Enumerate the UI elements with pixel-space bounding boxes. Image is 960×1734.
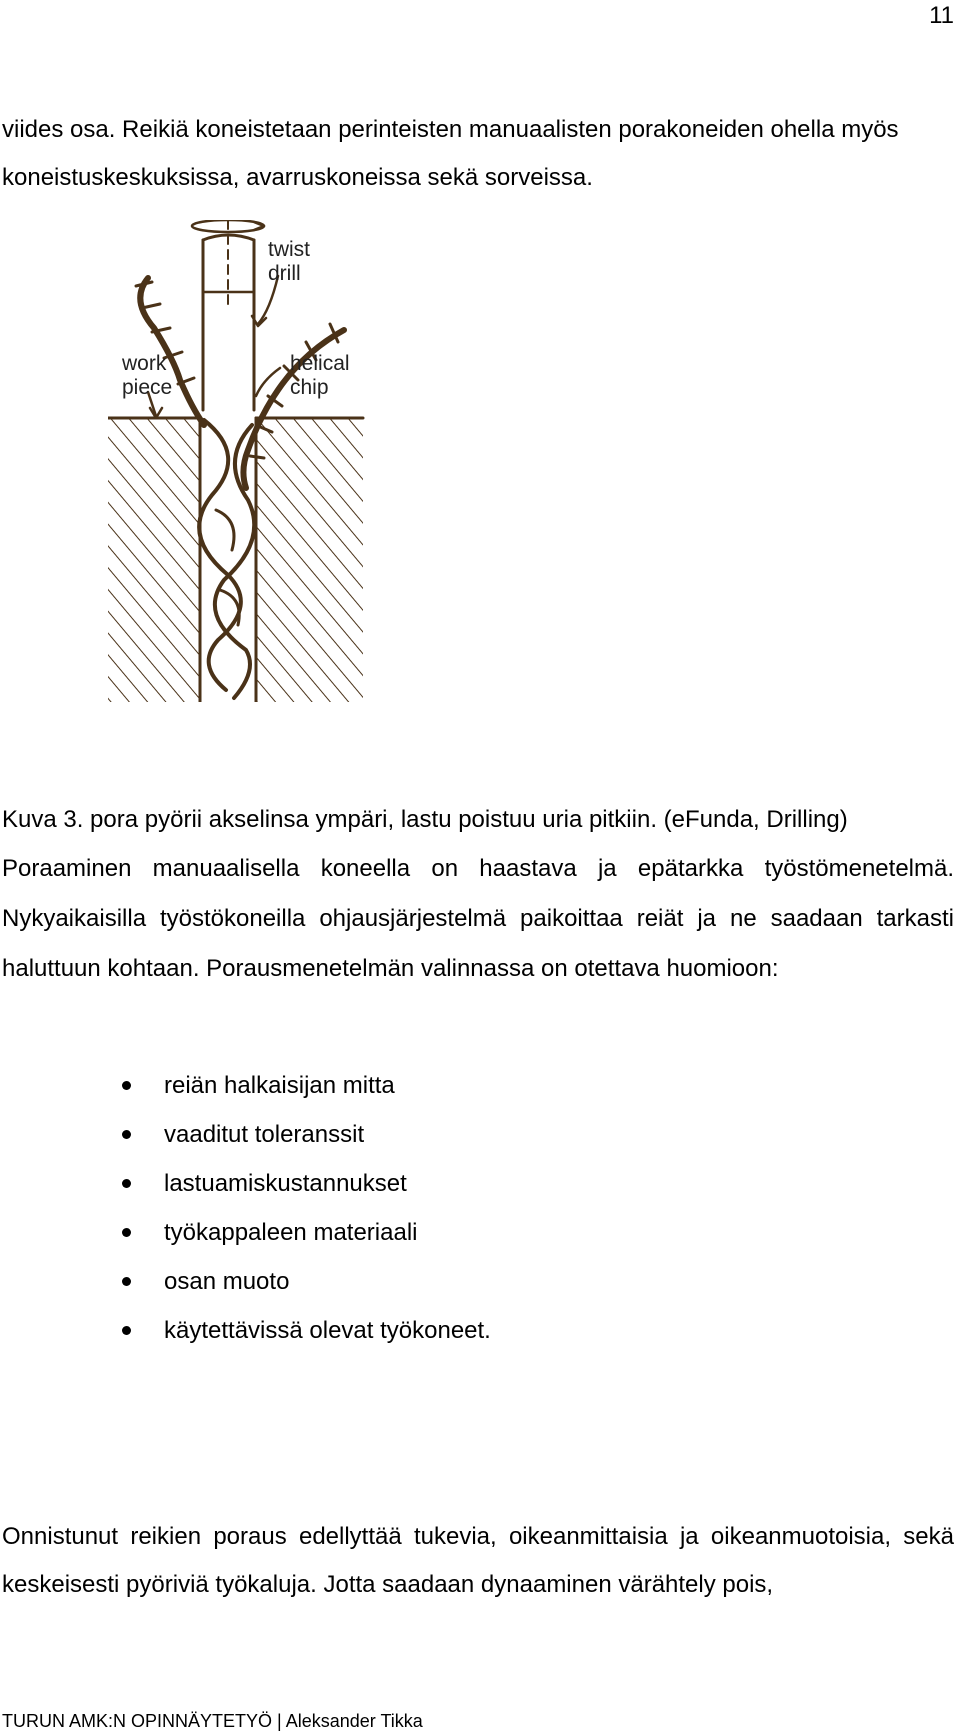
list-item: [120, 1258, 491, 1307]
list-item-text: työkappaleen materiaali: [164, 1219, 418, 1246]
page-number: 11: [929, 2, 954, 29]
figure-caption: Kuva 3. pora pyörii akselinsa ympäri, lastu poistuu uria pitkiin. (eFunda, Drilling): [2, 806, 848, 833]
list-item: [120, 1062, 491, 1111]
bottom-paragraph: Onnistunut reikien poraus edellyttää tukevia, oikeanmittaisia ja oikeanmuotoisia, sekä keskeisesti pyöriviä työkaluja. Jotta saadaan dynaaminen värähtely pois,: [2, 1523, 954, 1598]
list-item-text: osan muoto: [164, 1268, 290, 1295]
list-item-text: reiän halkaisijan mitta: [164, 1072, 395, 1099]
criteria-list: [120, 1062, 491, 1356]
list-item: [120, 1307, 491, 1356]
intro-paragraph: viides osa. Reikiä koneistetaan perinteisten manuaalisten porakoneiden ohella myös koneistuskeskuksissa, avarruskoneissa sekä sorveissa.: [2, 116, 899, 191]
list-item-text: käytettävissä olevat työkoneet.: [164, 1317, 491, 1344]
list-item: [120, 1209, 491, 1258]
workpiece-right-hatch: [256, 418, 363, 702]
bullet-icon: [122, 1081, 131, 1090]
label-work: work: [122, 352, 167, 375]
drilling-figure: [108, 220, 408, 702]
list-item-text: lastuamiskustannukset: [164, 1170, 407, 1197]
twist-drill-illustration: [108, 220, 408, 702]
list-item-text: vaaditut toleranssit: [164, 1121, 365, 1148]
label-twist: twist: [268, 238, 310, 261]
bullet-icon: [122, 1228, 131, 1237]
list-item: [120, 1160, 491, 1209]
bullet-icon: [122, 1130, 131, 1139]
bullet-icon: [122, 1179, 131, 1188]
label-helical: helical: [290, 352, 350, 375]
label-chip: chip: [290, 376, 329, 399]
list-item: [120, 1111, 491, 1160]
bullet-icon: [122, 1326, 131, 1335]
page-footer: TURUN AMK:N OPINNÄYTETYÖ | Aleksander Tikka: [2, 1711, 423, 1731]
label-drill: drill: [268, 262, 301, 285]
bullet-icon: [122, 1277, 131, 1286]
label-piece: piece: [122, 376, 173, 399]
workpiece-left-hatch: [108, 418, 200, 702]
main-paragraph: Poraaminen manuaalisella koneella on haastava ja epätarkka työstömenetelmä. Nykyaikaisilla työstökoneilla ohjausjärjestelmä paikoittaa reiät ja ne saadaan tarkasti haluttuun kohtaan. Porausmenetelmän valinnassa on otettava huomioon:: [2, 855, 954, 982]
